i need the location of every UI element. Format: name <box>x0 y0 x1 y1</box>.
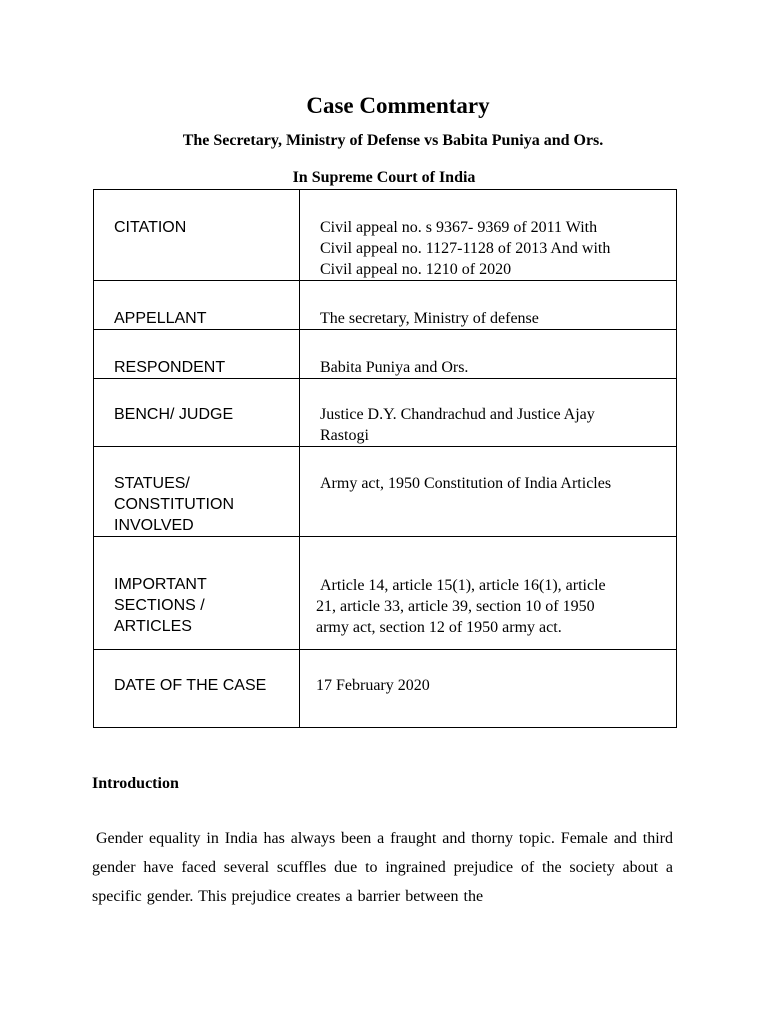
court-name: In Supreme Court of India <box>292 169 476 186</box>
table-row-appellant <box>94 281 677 330</box>
value-line: Justice D.Y. Chandrachud and Justice Ajay <box>320 406 595 423</box>
value-line: Article 14, article 15(1), article 16(1), article <box>320 577 606 594</box>
value-line: The secretary, Ministry of defense <box>320 310 539 327</box>
row-label: CITATION <box>114 219 187 236</box>
label-line: INVOLVED <box>114 517 194 534</box>
table-row-statutes <box>94 447 677 537</box>
value-line: Civil appeal no. 1127-1128 of 2013 And with <box>320 240 611 257</box>
table-cell-label <box>94 537 300 650</box>
table-cell-label <box>94 330 300 379</box>
row-label: BENCH/ JUDGE <box>114 406 234 423</box>
table-cell-value <box>300 447 677 537</box>
row-label: RESPONDENT <box>114 359 226 376</box>
table-cell-value <box>300 330 677 379</box>
label-line: IMPORTANT <box>114 576 207 593</box>
table-cell-label <box>94 447 300 537</box>
table-row-citation <box>94 190 677 281</box>
document-title: Case Commentary <box>306 93 490 118</box>
table-cell-label <box>94 281 300 330</box>
case-details-table <box>93 189 677 728</box>
label-line: SECTIONS / <box>114 597 205 614</box>
value-line: Babita Puniya and Ors. <box>320 359 469 376</box>
table-cell-value <box>300 379 677 447</box>
value-line: Civil appeal no. s 9367- 9369 of 2011 With <box>320 219 598 236</box>
value-line: 17 February 2020 <box>316 677 430 694</box>
table-cell-value <box>300 650 677 728</box>
value-line: Rastogi <box>320 427 369 444</box>
table-row-important-sections <box>94 537 677 650</box>
value-line: Civil appeal no. 1210 of 2020 <box>320 261 512 278</box>
value-line: 21, article 33, article 39, section 10 of 1950 <box>316 598 595 615</box>
table-cell-value <box>300 281 677 330</box>
introduction-paragraph: Gender equality in India has always been a fraught and thorny topic. Female and third gender have faced several scuffles due to ingrained prejudice of the society about a specific gender. This prejudice creates a barrier between the <box>92 830 673 905</box>
table-row-date <box>94 650 677 728</box>
table-cell-label <box>94 379 300 447</box>
table-row-respondent <box>94 330 677 379</box>
table-cell-value <box>300 190 677 281</box>
value-line: army act, section 12 of 1950 army act. <box>316 619 562 636</box>
label-line: STATUES/ <box>114 475 190 492</box>
label-line: CONSTITUTION <box>114 496 234 513</box>
table-cell-label <box>94 650 300 728</box>
table-cell-label <box>94 190 300 281</box>
value-line: Army act, 1950 Constitution of India Articles <box>320 475 612 492</box>
case-name-subtitle: The Secretary, Ministry of Defense vs Babita Puniya and Ors. <box>182 132 604 149</box>
label-line: ARTICLES <box>114 618 192 635</box>
table-row-bench-judge <box>94 379 677 447</box>
table-cell-value <box>300 537 677 650</box>
row-label: DATE OF THE CASE <box>114 677 267 694</box>
introduction-heading: Introduction <box>92 775 179 792</box>
row-label: APPELLANT <box>114 310 207 327</box>
